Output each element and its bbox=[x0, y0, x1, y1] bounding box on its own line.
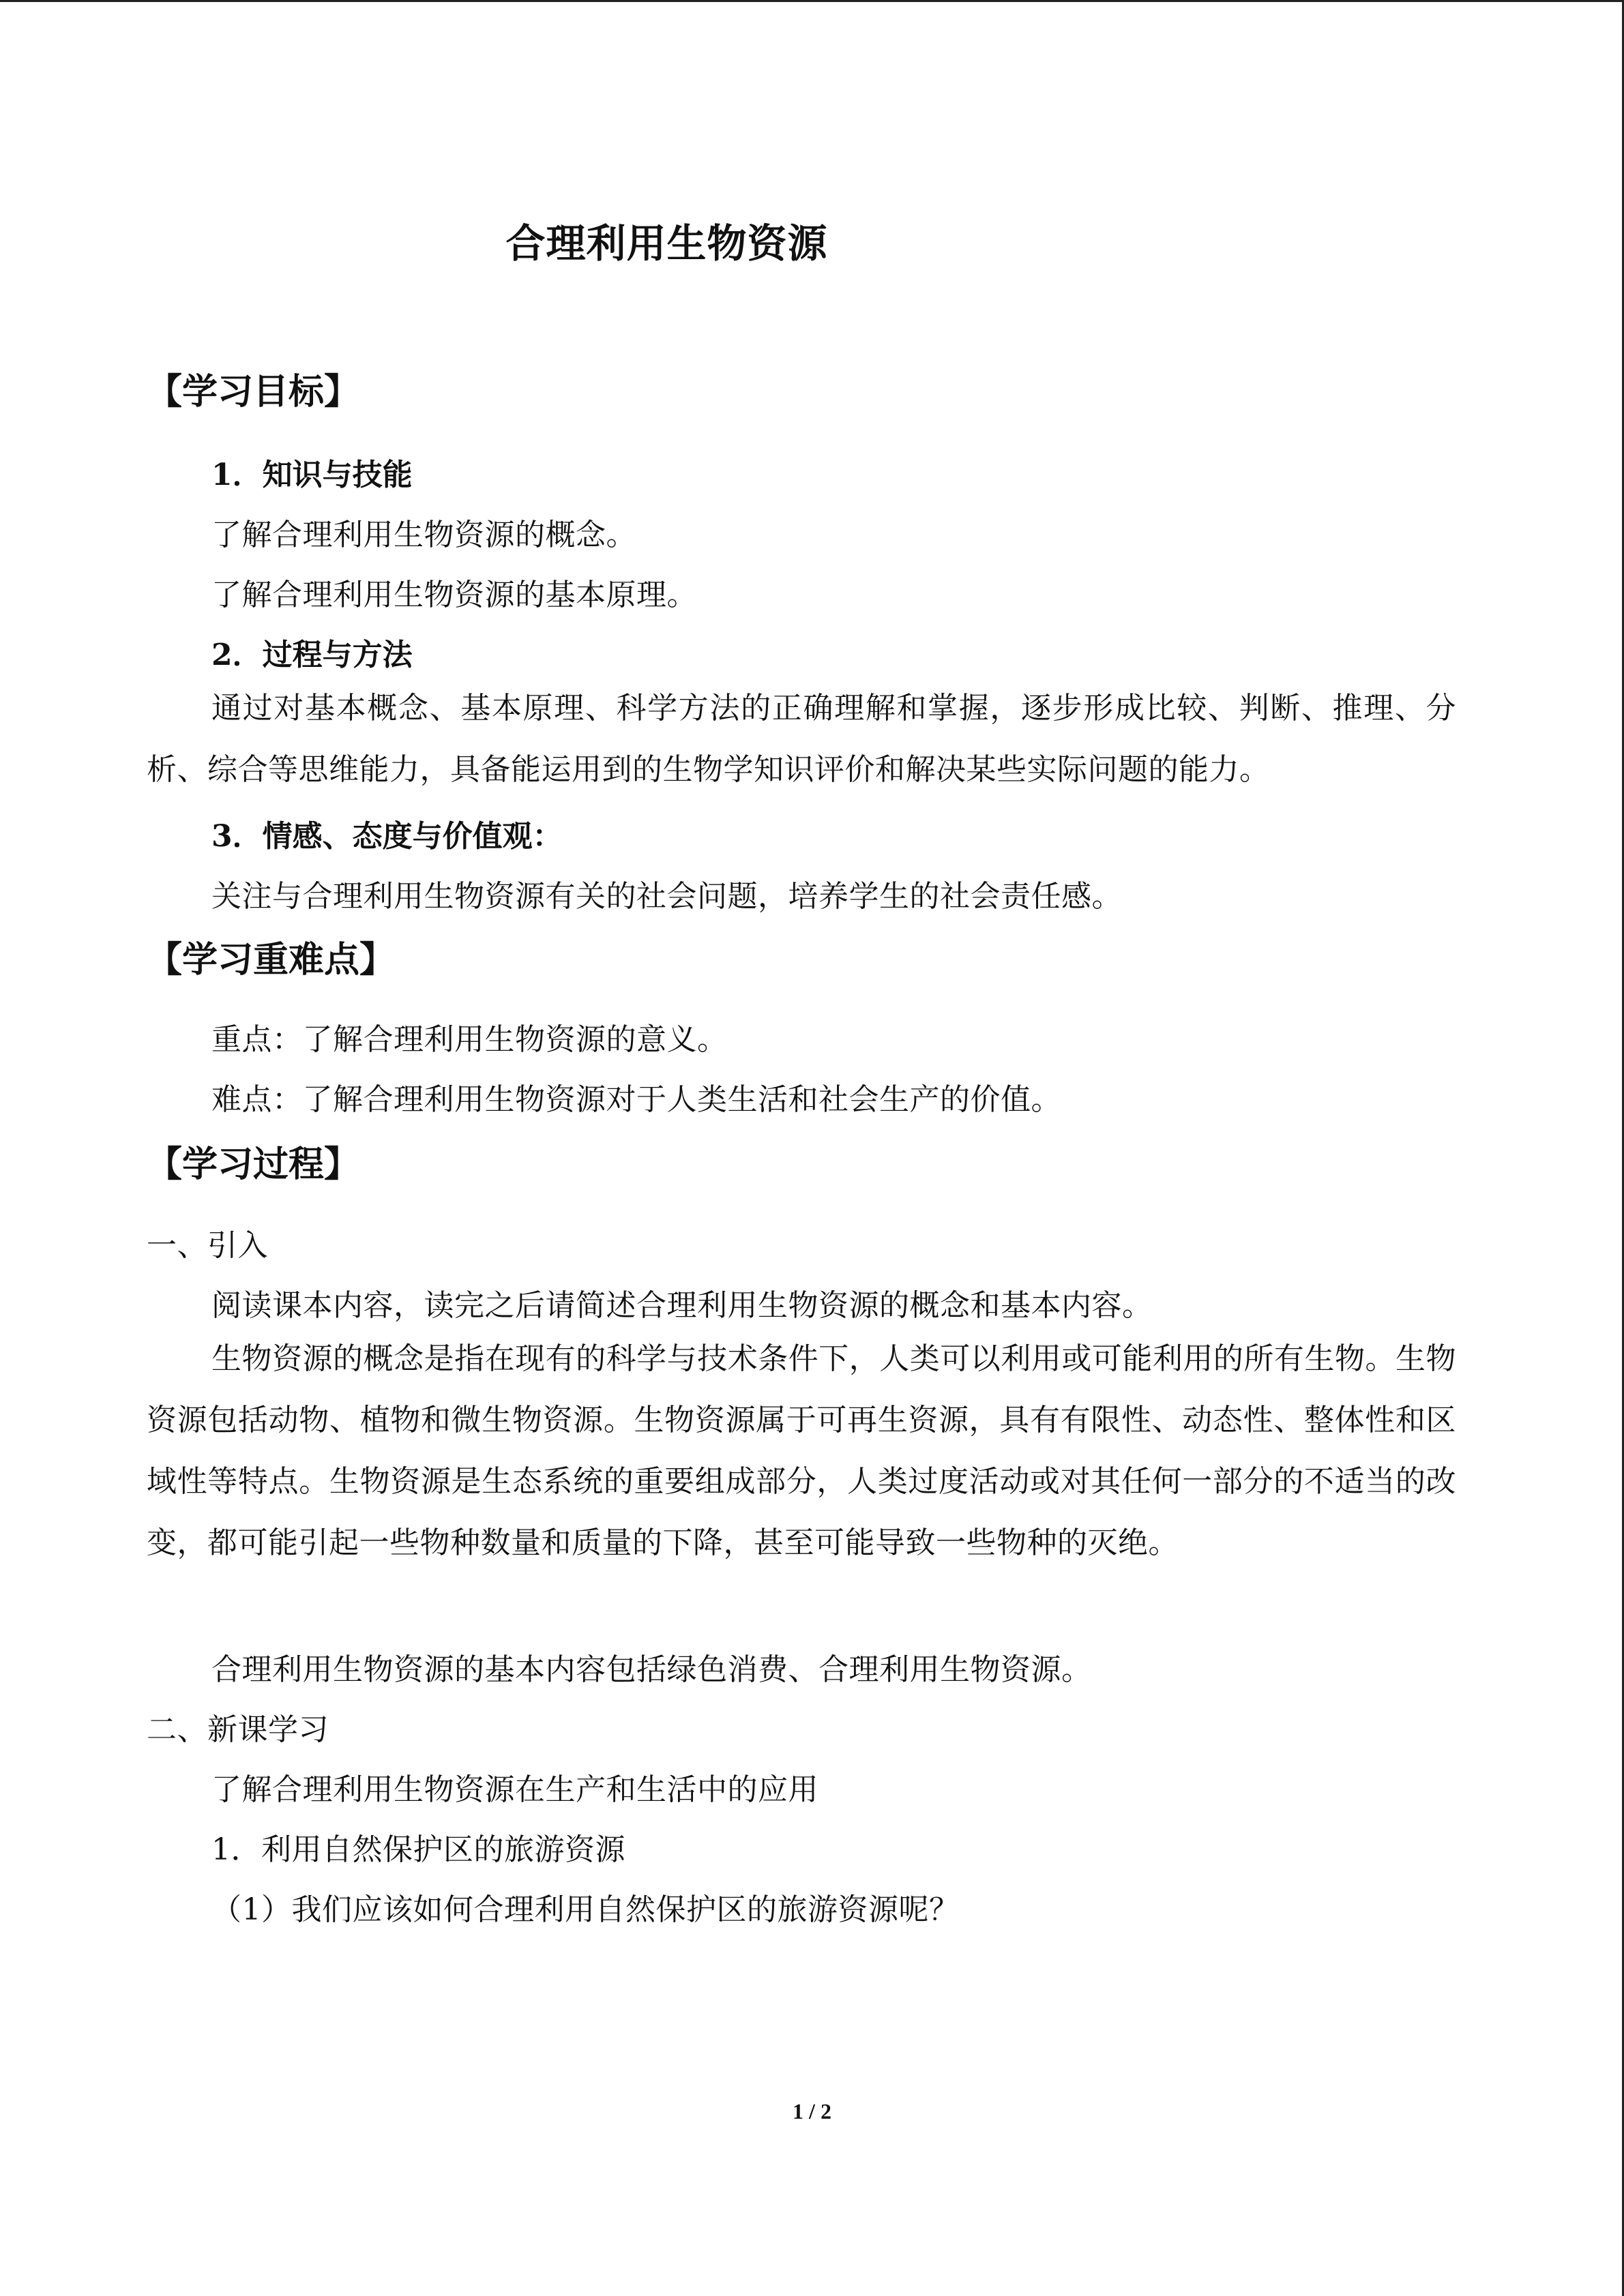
part-two-line-3: （1）我们应该如何合理利用自然保护区的旅游资源呢？ bbox=[211, 1892, 960, 1927]
attitude-values-line: 关注与合理利用生物资源有关的社会问题，培养学生的社会责任感。 bbox=[211, 879, 1122, 914]
key-point-line: 重点：了解合理利用生物资源的意义。 bbox=[211, 1022, 728, 1057]
part-two-heading: 二、新课学习 bbox=[147, 1712, 329, 1747]
part-one-intro-line: 阅读课本内容，读完之后请简述合理利用生物资源的概念和基本内容。 bbox=[211, 1288, 1153, 1323]
section-heading-objectives: 【学习目标】 bbox=[147, 371, 360, 413]
part-one-heading: 一、引入 bbox=[147, 1228, 268, 1263]
part-two-line-2: 1．利用自然保护区的旅游资源 bbox=[211, 1832, 625, 1867]
biological-resources-paragraph: 生物资源的概念是指在现有的科学与技术条件下，人类可以利用或可能利用的所有生物。生物资源包括动物、植物和微生物资源。生物资源属于可再生资源，具有有限性、动态性、整体性和区域性等特点。生物资源是生态系统的重要组成部分，人类过度活动或对其任何一部分的不适当的改变，都可能引起一些物种数量和质量的下降，甚至可能导致一些物种的灭绝。 bbox=[147, 1341, 1456, 1560]
document-title: 合理利用生物资源 bbox=[505, 220, 828, 267]
page-border-top bbox=[0, 0, 1624, 2]
objective-line-2: 了解合理利用生物资源的基本原理。 bbox=[211, 578, 697, 612]
difficult-point-line: 难点：了解合理利用生物资源对于人类生活和社会生产的价值。 bbox=[211, 1082, 1061, 1117]
basic-content-line: 合理利用生物资源的基本内容包括绿色消费、合理利用生物资源。 bbox=[211, 1652, 1092, 1687]
section-heading-key-points: 【学习重难点】 bbox=[147, 939, 396, 981]
page-number: 1 / 2 bbox=[793, 2099, 831, 2123]
subheading-attitude-values: 3．情感、态度与价值观： bbox=[211, 819, 563, 854]
process-method-paragraph: 通过对基本概念、基本原理、科学方法的正确理解和掌握，逐步形成比较、判断、推理、分析、综合等思维能力，具备能运用到的生物学知识评价和解决某些实际问题的能力。 bbox=[147, 691, 1456, 787]
part-two-line-1: 了解合理利用生物资源在生产和生活中的应用 bbox=[211, 1772, 818, 1807]
objective-line-1: 了解合理利用生物资源的概念。 bbox=[211, 518, 636, 552]
subheading-process-method: 2．过程与方法 bbox=[211, 638, 413, 672]
section-heading-process: 【学习过程】 bbox=[147, 1144, 360, 1185]
subheading-knowledge-skills: 1．知识与技能 bbox=[211, 458, 413, 492]
